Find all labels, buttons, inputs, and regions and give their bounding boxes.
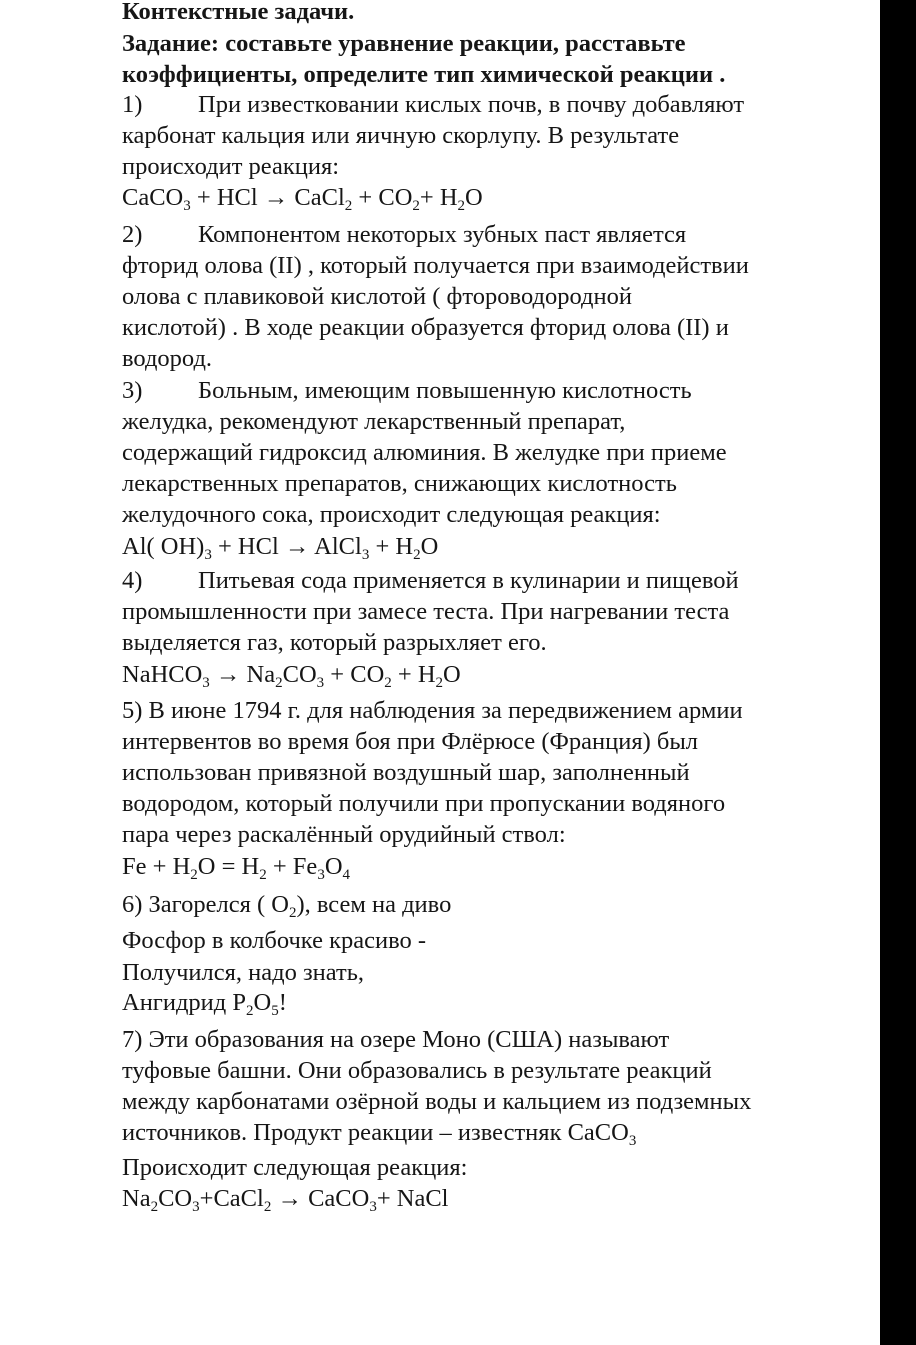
poem-line: 6) Загорелся ( $O_2$), всем на диво — [122, 891, 452, 921]
problem-5-line: использован привязной воздушный шар, заполненный — [122, 759, 690, 786]
problem-7-line: 7) Эти образования на озере Моно (США) называют — [122, 1026, 670, 1053]
problem-3-line: содержащий гидроксид алюминия. В желудке при приеме — [122, 439, 727, 466]
problem-7-line: туфовые башни. Они образовались в результате реакций — [122, 1057, 712, 1084]
problem-2-line: олова с плавиковой кислотой ( фтороводородной — [122, 283, 632, 310]
problem-3-line: желудка, рекомендуют лекарственный препарат, — [122, 408, 626, 435]
equation-4: NaHCO$_3$ → $Na_2CO_3 + CO_2 + H_2O$ — [122, 661, 461, 691]
problem-5-line: интервентов во время боя при Флёрюсе (Франция) был — [122, 728, 699, 755]
problem-2-line: фторид олова (II) , который получается при взаимодействии — [122, 252, 749, 279]
problem-5-line: водородом, который получили при пропускании водяного — [122, 790, 726, 817]
document-title: Контекстные задачи. — [122, 0, 355, 25]
problem-2-line: водород. — [122, 345, 213, 372]
problem-5-line: пара через раскалённый орудийный ствол: — [122, 821, 566, 848]
equation-1: CaCO$_3$ + HCl → CaCl$_2$ + $CO_2+ H_2O$ — [122, 184, 483, 214]
poem-line: Получился, надо знать, — [122, 959, 365, 986]
problem-2-line: кислотой) . В ходе реакции образуется фторид олова (II) и — [122, 314, 729, 341]
problem-number: 1) — [122, 91, 143, 118]
problem-3-line: лекарственных препаратов, снижающих кислотность — [122, 470, 677, 497]
problem-5-line: 5) В июне 1794 г. для наблюдения за передвижением армии — [122, 697, 743, 724]
problem-1-line: происходит реакция: — [122, 153, 340, 180]
problem-7-line: источников. Продукт реакции – известняк CaCO$_3$ — [122, 1119, 637, 1149]
black-edge-bar — [880, 0, 916, 1345]
problem-number: 3) — [122, 377, 143, 404]
problem-number: 2) — [122, 221, 143, 248]
problem-7-line: Происходит следующая реакция: — [122, 1154, 468, 1181]
problem-4-line: 4) Питьевая сода применяется в кулинарии и пищевой — [122, 567, 739, 594]
equation-3: Al( $OH)_3$ + HCl → AlCl$_3$ + $H_2O$ — [122, 533, 439, 563]
problem-7-line: между карбонатами озёрной воды и кальцием из подземных — [122, 1088, 752, 1115]
poem-line: Ангидрид $P_2O_5$! — [122, 989, 287, 1019]
equation-5: $Fe + H_2O = H_2 + Fe_3O_4$ — [122, 853, 351, 883]
problem-3-line: 3) Больным, имеющим повышенную кислотность — [122, 377, 692, 404]
problem-1-line: карбонат кальция или яичную скорлупу. В результате — [122, 122, 680, 149]
task-line: коэффициенты, определите тип химической реакции . — [122, 61, 726, 88]
poem-line: Фосфор в колбочке красиво - — [122, 927, 427, 954]
problem-number: 4) — [122, 567, 143, 594]
problem-2-line: 2) Компонентом некоторых зубных паст является — [122, 221, 687, 248]
problem-4-line: промышленности при замесе теста. При нагревании теста — [122, 598, 730, 625]
problem-1-line: 1) При известковании кислых почв, в почву добавляют — [122, 91, 745, 118]
equation-7: $Na_2CO_3+CaCl_2$ → CaCO$_3$+ NaCl — [122, 1185, 449, 1215]
task-line: Задание: составьте уравнение реакции, расставьте — [122, 30, 686, 57]
problem-3-line: желудочного сока, происходит следующая реакция: — [122, 501, 661, 528]
problem-4-line: выделяется газ, который разрыхляет его. — [122, 629, 547, 656]
